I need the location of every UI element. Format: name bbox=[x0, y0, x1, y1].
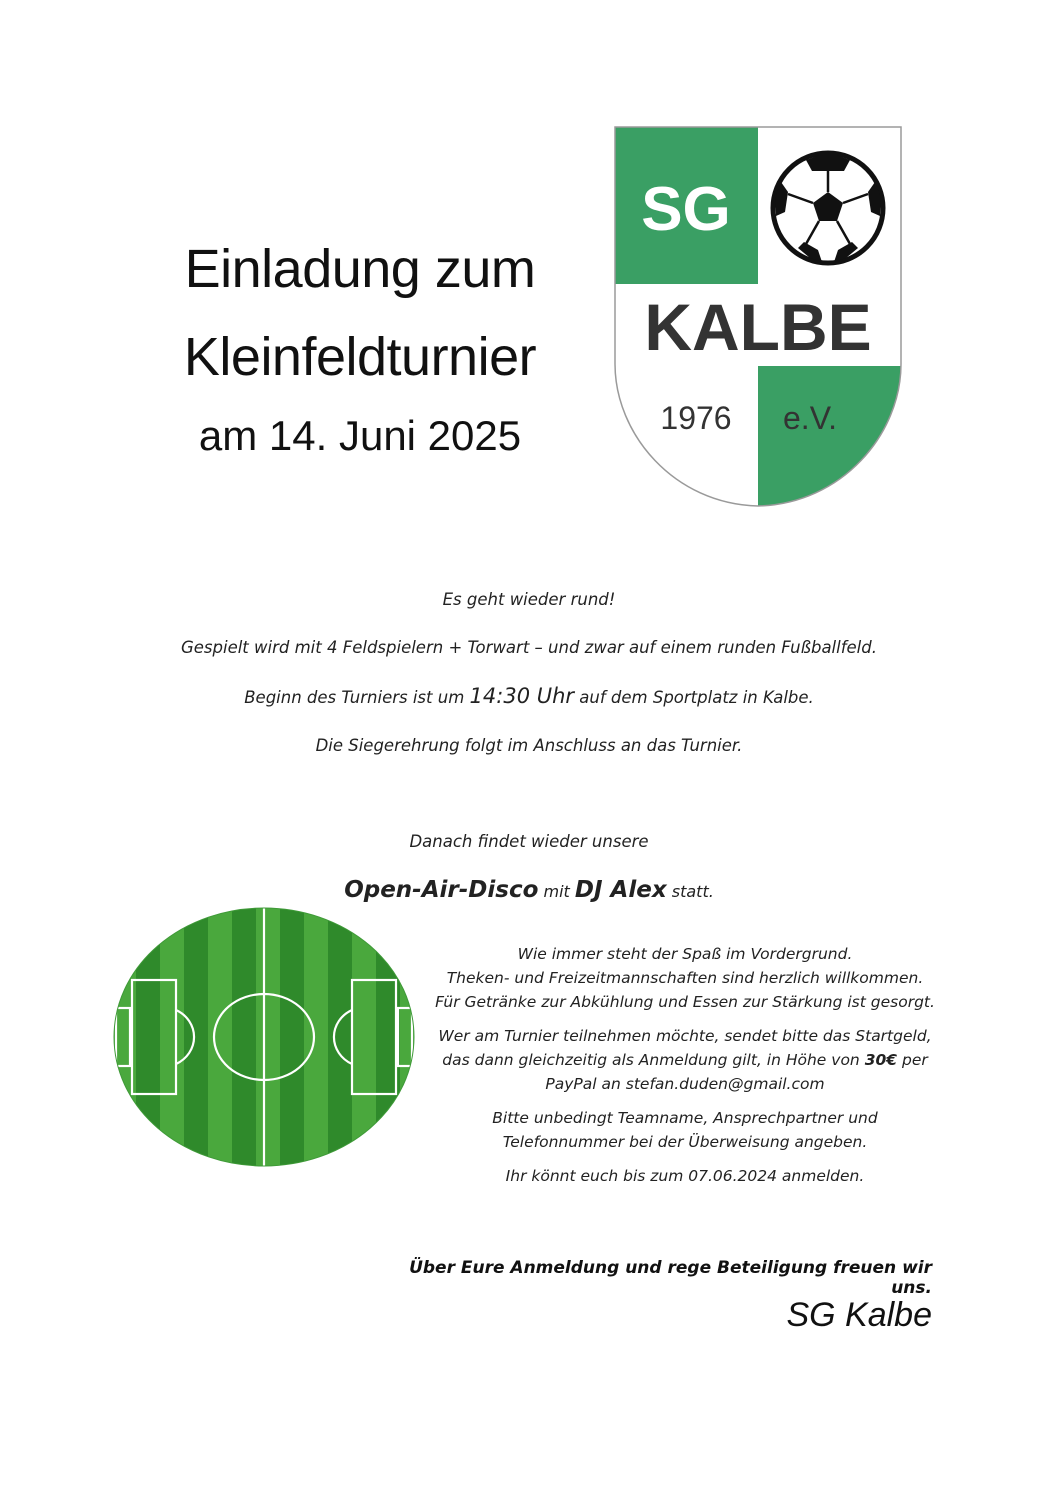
start-time: 14:30 Uhr bbox=[469, 684, 575, 708]
sg-kalbe-logo bbox=[612, 124, 904, 508]
dj-name: DJ Alex bbox=[574, 877, 667, 903]
intro-section bbox=[80, 588, 978, 928]
title-date: am 14. Juni 2025 bbox=[198, 412, 522, 459]
title-line-2: Kleinfeldturnier bbox=[183, 327, 537, 387]
disco-name: Open-Air-Disco bbox=[344, 877, 539, 903]
info-details: Bitte unbedingt Teamname, Ansprechpartner und Telefonnummer bei der Überweisung angeben. bbox=[492, 1109, 878, 1151]
entry-fee: 30€ bbox=[864, 1051, 898, 1069]
logo-green-bottom-right bbox=[758, 366, 904, 508]
soccer-ball-icon bbox=[773, 153, 883, 263]
logo-sg: SG bbox=[641, 175, 731, 244]
info-line-2: Theken- und Freizeitmannschaften sind herzlich willkommen. bbox=[446, 969, 924, 987]
info-line-3: Für Getränke zur Abkühlung und Essen zur Stärkung ist gesorgt. bbox=[435, 993, 935, 1011]
intro-ceremony: Die Siegerehrung folgt im Anschluss an das Turnier. bbox=[315, 736, 743, 755]
info-payment: Wer am Turnier teilnehmen möchte, sendet bitte das Startgeld, das dann gleichzeitig als Anmeldung gilt, in Höhe von 30€ per PayPal an stefan.duden@gmail.com bbox=[438, 1027, 932, 1093]
registration-info bbox=[430, 942, 940, 1198]
signature: SG Kalbe bbox=[786, 1296, 932, 1334]
invitation-title bbox=[100, 225, 620, 471]
info-deadline: Ihr könnt euch bis zum 07.06.2024 anmelden. bbox=[505, 1167, 865, 1185]
round-football-pitch bbox=[112, 906, 416, 1168]
intro-start-time: Beginn des Turniers ist um 14:30 Uhr auf dem Sportplatz in Kalbe. bbox=[244, 684, 814, 708]
intro-rules: Gespielt wird mit 4 Feldspielern + Torwart – und zwar auf einem runden Fußballfeld. bbox=[180, 638, 877, 657]
intro-disco-lead: Danach findet wieder unsere bbox=[409, 832, 649, 851]
info-fun bbox=[430, 942, 940, 1014]
logo-kalbe: KALBE bbox=[644, 290, 872, 364]
intro-disco: Open-Air-Disco mit DJ Alex statt. bbox=[344, 877, 714, 903]
logo-ev: e.V. bbox=[783, 400, 837, 436]
closing-line: Über Eure Anmeldung und rege Beteiligung freuen wir uns. bbox=[409, 1258, 932, 1298]
logo-year: 1976 bbox=[660, 400, 732, 436]
info-line-1: Wie immer steht der Spaß im Vordergrund. bbox=[517, 945, 853, 963]
title-line-1: Einladung zum bbox=[184, 239, 536, 299]
intro-heading: Es geht wieder rund! bbox=[442, 590, 616, 609]
intro-round-field: runden Fußballfeld bbox=[717, 638, 872, 657]
